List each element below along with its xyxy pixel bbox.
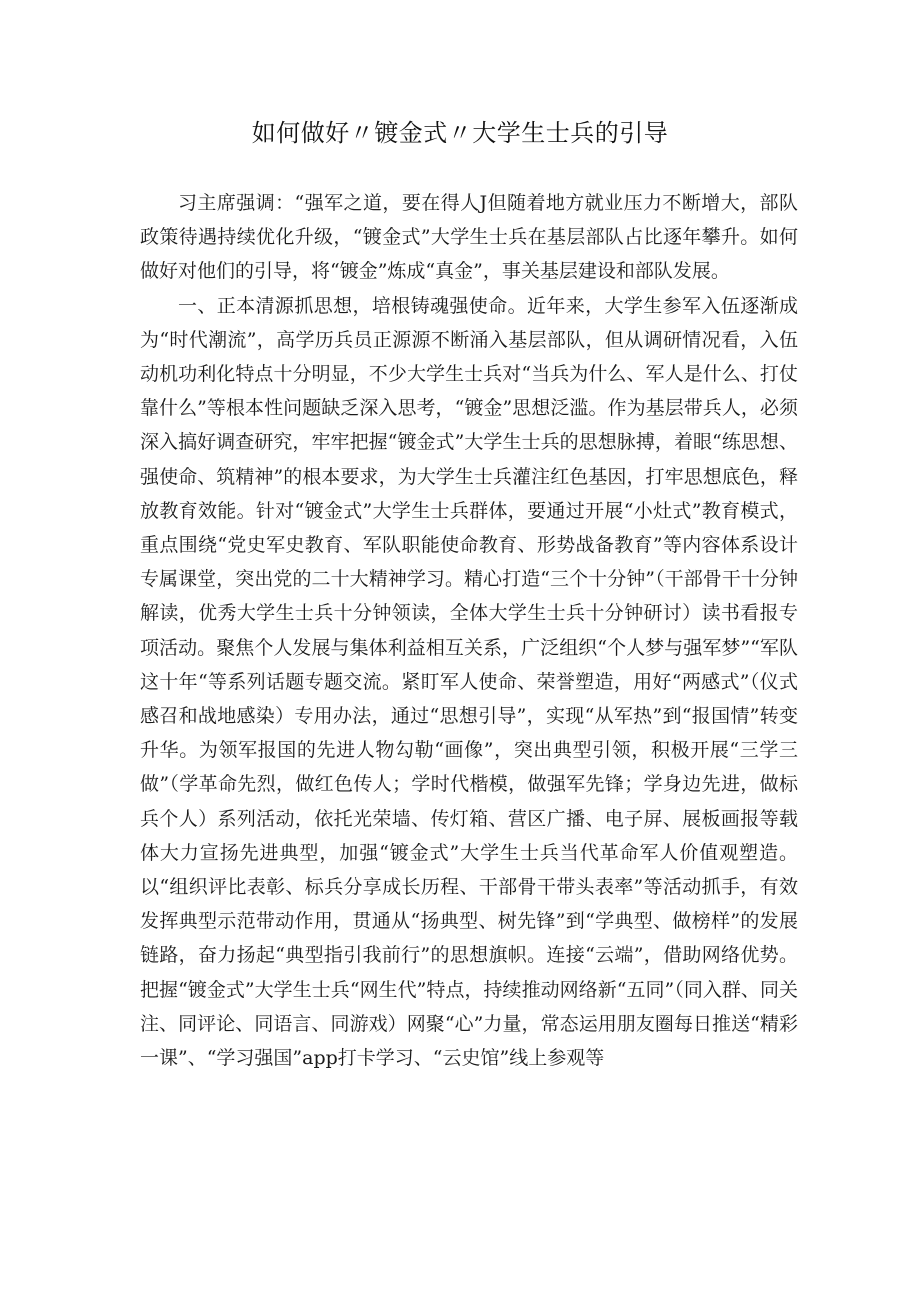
paragraph-section-one: 一、正本清源抓思想，培根铸魂强使命。近年来，大学生参军入伍逐渐成为“时代潮流”，高学历兵员正源源不断涌入基层部队，但从调研情况看，入伍动机功利化特点十分明显，不少大学生士兵对“当兵为什么、军人是什么、打仗靠什么”等根本性问题缺乏深入思考，“镀金”思想泛滥。作为基层带兵人，必须深入搞好调查研究，牢牢把握“镀金式”大学生士兵的思想脉搏，着眼“练思想、强使命、筑精神”的根本要求，为大学生士兵灌注红色基因，打牢思想底色，释放教育效能。针对“镀金式”大学生士兵群体，要通过开展“小灶式”教育模式，重点围绕“党史军史教育、军队职能使命教育、形势战备教育”等内容体系设计专属课堂，突出党的二十大精神学习。精心打造“三个十分钟”（干部骨干十分钟解读，优秀大学生士兵十分钟领读，全体大学生士兵十分钟研讨）读书看报专项活动。聚焦个人发展与集体利益相互关系，广泛组织“个人梦与强军梦”“军队这十年“等系列话题专题交流。紧盯军人使命、荣誉塑造，用好“两感式”（仪式感召和战地感染）专用办法，通过“思想引导”，实现“从军热”到“报国情”转变升华。为领军报国的先进人物勾勒“画像”，突出典型引领，积极开展“三学三做”（学革命先烈，做红色传人；学时代楷模，做强军先锋；学身边先进，做标兵个人）系列活动，依托光荣墙、传灯箱、营区广播、电子屏、展板画报等载体大力宣扬先进典型，加强“镀金式”大学生士兵当代革命军人价值观塑造。以“组织评比表彰、标兵分享成长历程、干部骨干带头表率”等活动抓手，有效发挥典型示范带动作用，贯通从“扬典型、树先锋”到“学典型、做榜样”的发展链路，奋力扬起“典型指引我前行”的思想旗帜。连接“云端”，借助网络优势。把握“镀金式”大学生士兵“网生代”特点，持续推动网络新“五同”（同入群、同关注、同评论、同语言、同游戏）网聚“心”力量，常态运用朋友圈每日推送“精彩一课”、“学习强国”app打卡学习、“云史馆”线上参观等 bbox=[140, 294, 798, 1070]
document-title: 如何做好〃镀金式〃大学生士兵的引导 bbox=[251, 119, 669, 147]
paragraph-intro: 习主席强调：“强军之道，要在得人J但随着地方就业压力不断增大，部队政策待遇持续优化升级，“镀金式”大学生士兵在基层部队占比逐年攀升。如何做好对他们的引导，将“镀金”炼成“真金”，事关基层建设和部队发展。 bbox=[140, 192, 798, 283]
document-body bbox=[140, 186, 798, 1075]
